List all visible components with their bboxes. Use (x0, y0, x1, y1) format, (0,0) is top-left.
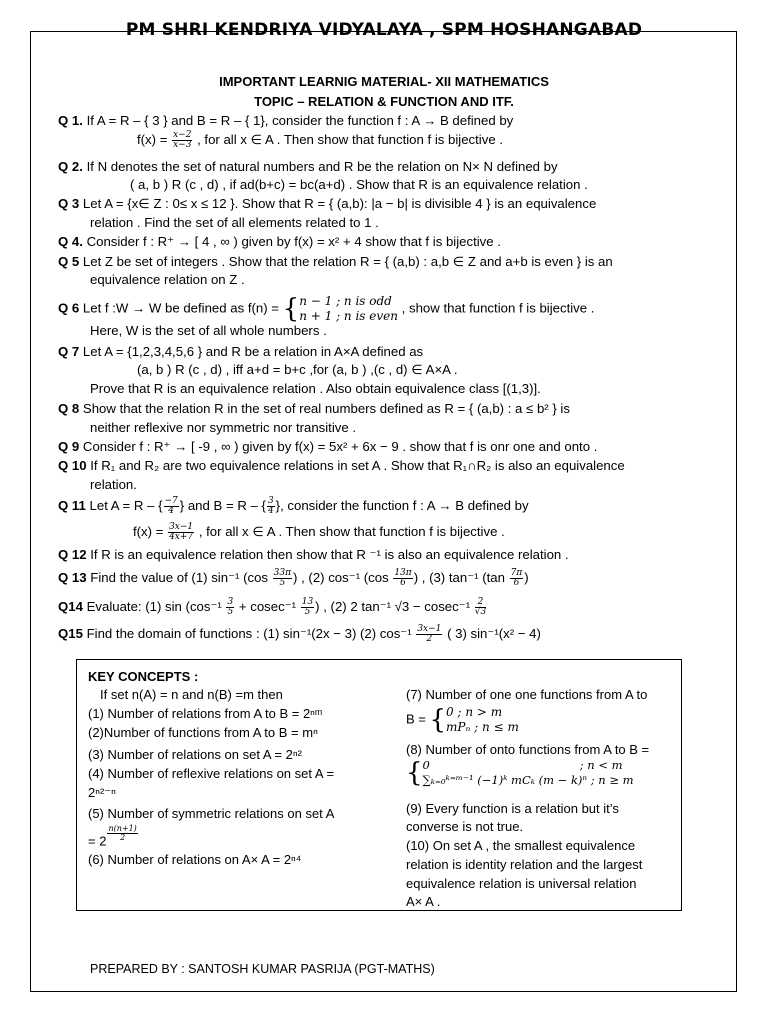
question-7: Q 7 Let A = {1,2,3,4,5,6 } and R be a relation in A×A defined as (58, 344, 424, 359)
school-title: PM SHRI KENDRIYA VIDYALAYA , SPM HOSHANGABAD (125, 20, 643, 40)
key-5: (5) Number of symmetric relations on set A (88, 806, 335, 821)
key-7: (7) Number of one one functions from A to (406, 687, 648, 702)
key-9: (9) Every function is a relation but it’s (406, 801, 619, 816)
key-1: (1) Number of relations from A to B = 2ⁿᵐ (88, 706, 323, 721)
fraction: $\frac{x-2}{x-3}$ (173, 130, 192, 151)
key-intro: If set n(A) = n and n(B) =m then (100, 687, 283, 702)
question-6: Q 6 Let f :W → W be defined as f(n) = { n − 1 ; n is odd n + 1 ; n is even , show that function f is bijective . (58, 294, 595, 324)
question-14: Q14 Evaluate: (1) sin (cos⁻¹ $\frac{3}{5}$ + cosec⁻¹ $\frac{13}{5}$ ) , (2) 2 tan⁻¹ √3 − cosec⁻¹ $\frac{2}{√3}$ (58, 597, 487, 618)
material-subtitle: IMPORTANT LEARNIG MATERIAL- XII MATHEMATICS (219, 74, 549, 89)
question-8: Q 8 Show that the relation R in the set of real numbers defined as R = { (a,b) : a ≤ b² } is (58, 401, 570, 416)
key-3: (3) Number of relations on set A = 2ⁿ² (88, 747, 302, 762)
question-5: Q 5 Let Z be set of integers . Show that the relation R = { (a,b) : a,b ∈ Z and a+b is even } is an (58, 254, 613, 269)
key-2: (2)Number of functions from A to B = mⁿ (88, 725, 318, 740)
question-13: Q 13 Find the value of (1) sin⁻¹ (cos $\frac{33\pi}{5}$ ) , (2) cos⁻¹ (cos $\frac{13\pi}{6}$ ) , (3) tan⁻¹ (tan $\frac{7\pi}{6}$ ) (58, 568, 529, 589)
question-15: Q15 Find the domain of functions : (1) sin⁻¹(2x − 3) (2) cos⁻¹ $\frac{3x-1}{2}$ ( 3) sin⁻¹(x² − 4) (58, 624, 541, 645)
question-6-line2: Here, W is the set of all whole numbers . (90, 323, 327, 338)
question-12: Q 12 If R is an equivalence relation then show that R ⁻¹ is also an equivalence relation . (58, 547, 569, 562)
key-6: (6) Number of relations on A× A = 2ⁿ⁴ (88, 852, 302, 867)
question-3-line2: relation . Find the set of all elements related to 1 . (90, 215, 379, 230)
question-11: Q 11 Let A = R – { $\frac{-7}{4}$ } and B = R – { $\frac{3}{4}$ }, consider the function f : A → B defined by (58, 496, 529, 517)
question-2: Q 2. If N denotes the set of natural numbers and R be the relation on N× N defined by (58, 159, 558, 174)
key-9-line2: converse is not true. (406, 819, 524, 834)
key-concepts-title: KEY CONCEPTS : (88, 669, 199, 684)
question-2-line2: ( a, b ) R (c , d) , if ad(b+c) = bc(a+d) . Show that R is an equivalence relation . (130, 177, 588, 192)
prepared-by: PREPARED BY : SANTOSH KUMAR PASRIJA (PGT-MATHS) (90, 962, 435, 976)
key-7-line2: B = { 0 ; n > m mPₙ ; n ≤ m (406, 705, 519, 735)
key-5-line2: = 2 $\frac{n(n+1)}{2}$ (88, 824, 137, 849)
key-10: (10) On set A , the smallest equivalence (406, 838, 636, 853)
question-10: Q 10 If R₁ and R₂ are two equivalence relations in set A . Show that R₁∩R₂ is also an equivalence (58, 458, 625, 473)
question-7-line2: (a, b ) R (c , d) , iff a+d = b+c ,for (a, b ) ,(c , d) ∈ A×A . (137, 362, 458, 377)
key-8: (8) Number of onto functions from A to B = (406, 742, 650, 757)
question-8-line2: neither reflexive nor symmetric nor transitive . (90, 420, 357, 435)
question-7-line3: Prove that R is an equivalence relation . Also obtain equivalence class [(1,3)]. (90, 381, 541, 396)
key-10-line3: equivalence relation is universal relation (406, 876, 637, 891)
key-8-cases: { 0 ; n < m ∑ₖ₌₀ᵏ⁼ᵐ⁻¹ (−1)ᵏ mCₖ (m − k)ⁿ ; n ≥ m (406, 758, 634, 788)
question-1: Q 1. If A = R – { 3 } and B = R – { 1}, consider the function f : A → B defined by (58, 113, 514, 128)
key-10-line4: A× A . (406, 894, 441, 909)
key-10-line2: relation is identity relation and the largest (406, 857, 643, 872)
question-9: Q 9 Consider f : R⁺ → [ -9 , ∞ ) given by f(x) = 5x² + 6x − 9 . show that f is onr one and onto . (58, 439, 598, 454)
question-5-line2: equivalence relation on Z . (90, 272, 245, 287)
question-3: Q 3 Let A = {x∈ Z : 0≤ x ≤ 12 }. Show that R = { (a,b): |a − b| is divisible 4 } is an equivalence (58, 196, 597, 211)
key-4-line2: 2ⁿ²⁻ⁿ (88, 785, 116, 800)
question-11-line2: f(x) = $\frac{3x-1}{4x+7}$ , for all x ∈ A . Then show that function f is bijective . (133, 522, 505, 543)
key-4: (4) Number of reflexive relations on set A = (88, 766, 335, 781)
question-1-line2: f(x) = $\frac{x-2}{x-3}$ , for all x ∈ A . Then show that function f is bijective . (137, 130, 503, 151)
question-10-line2: relation. (90, 477, 137, 492)
topic-title: TOPIC – RELATION & FUNCTION AND ITF. (254, 94, 514, 109)
question-4: Q 4. Consider f : R⁺ → [ 4 , ∞ ) given by f(x) = x² + 4 show that f is bijective . (58, 234, 501, 249)
